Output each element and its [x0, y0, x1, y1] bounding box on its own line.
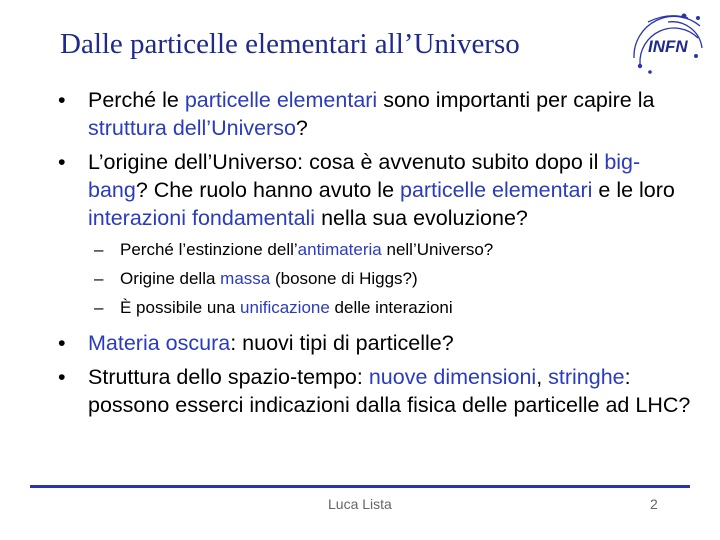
page-number: 2: [650, 496, 658, 512]
bullet-item: [58, 329, 698, 357]
bullet-text: ? Che ruolo hanno avuto le: [135, 178, 401, 202]
infn-logo: [628, 8, 706, 80]
bullet-marker: –: [94, 240, 104, 259]
bullet-list-primary: [58, 86, 698, 232]
highlighted-text: nuove dimensioni: [368, 365, 537, 389]
sub-bullet-item: [58, 238, 698, 261]
highlighted-text: stringhe: [548, 365, 625, 389]
bullet-text: ,: [536, 365, 549, 389]
bullet-marker: •: [58, 365, 66, 389]
bullet-text: delle interazioni: [329, 298, 453, 317]
highlighted-text: interazioni fondamentali: [88, 206, 316, 230]
bullet-text: e le loro: [592, 178, 675, 202]
footer-rule: [30, 485, 690, 488]
highlighted-text: particelle elementari: [400, 178, 593, 202]
bullet-text: L’origine dell’Universo: cosa è avvenuto subito dopo il: [88, 150, 605, 174]
bullet-marker: •: [58, 88, 66, 112]
bullet-text: nella sua evoluzione?: [315, 206, 528, 230]
highlighted-text: Materia oscura: [88, 331, 231, 355]
sub-bullet-list: [58, 238, 698, 319]
bullet-item: [58, 148, 698, 232]
bullet-text: Perché l’estinzione dell’: [120, 240, 298, 259]
bullet-text: È possibile una: [120, 298, 241, 317]
bullet-text: nell’Universo?: [381, 240, 494, 259]
bullet-item: [58, 363, 698, 419]
bullet-marker: –: [94, 269, 104, 288]
footer-author: Luca Lista: [328, 496, 392, 512]
bullet-text: Origine della: [120, 269, 221, 288]
highlighted-text: struttura dell’Universo: [88, 116, 296, 140]
highlighted-text: particelle elementari: [184, 88, 378, 112]
bullet-marker: •: [58, 150, 66, 174]
bullet-text: Struttura dello spazio-tempo:: [88, 365, 369, 389]
bullet-text: Perché le: [88, 88, 185, 112]
slide-title: Dalle particelle elementari all’Universo: [60, 28, 520, 60]
slide-body: [58, 86, 698, 425]
sub-bullet-item: [58, 267, 698, 290]
highlighted-text: antimateria: [297, 240, 382, 259]
infn-logo-text: INFN: [648, 37, 688, 56]
bullet-item: [58, 86, 698, 142]
sub-bullet-item: [58, 296, 698, 319]
bullet-text: (bosone di Higgs?): [270, 269, 418, 288]
bullet-list-secondary: [58, 329, 698, 419]
bullet-text: sono importanti per capire la: [377, 88, 655, 112]
bullet-marker: •: [58, 331, 66, 355]
highlighted-text: massa: [220, 269, 271, 288]
highlighted-text: unificazione: [240, 298, 330, 317]
highlighted-text: big-bang: [88, 150, 641, 202]
bullet-text: ?: [295, 116, 308, 140]
bullet-marker: –: [94, 298, 104, 317]
bullet-text: : nuovi tipi di particelle?: [230, 331, 454, 355]
bullet-text: : possono esserci indicazioni dalla fisica delle particelle ad LHC?: [88, 365, 691, 417]
